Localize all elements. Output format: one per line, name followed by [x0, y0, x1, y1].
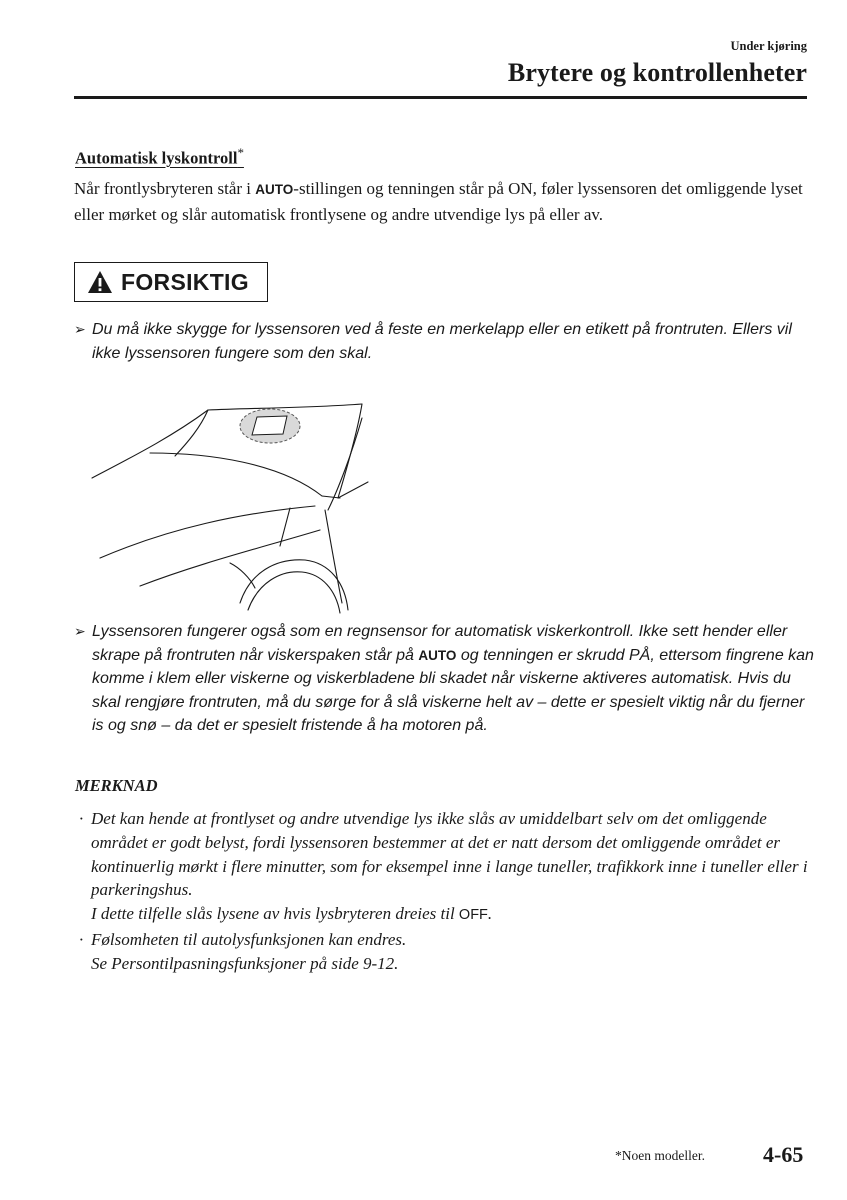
caution-bullet-2 [74, 620, 814, 738]
subsection-heading [75, 145, 244, 169]
note-item-1-text: Det kan hende at frontlyset og andre utvendige lys ikke slås av umiddelbart selv om det omliggende området er godt belyst, fordi lyssensoren bestemmer at det er natt dersom det omliggende området er kontinuerlig mørkt i flere minutter, som for eksempel inne i lange tuneller, trafikkork inne i tuneller eller i parkeringshus. [91, 809, 808, 900]
caution-label: FORSIKTIG [121, 268, 249, 295]
arrow-bullet-icon: ➢ [74, 623, 86, 639]
page-number: 4-65 [763, 1142, 804, 1167]
windshield-light-sensor-illustration [90, 398, 370, 618]
auto-keyword: AUTO [418, 647, 457, 663]
intro-text-1: Når frontlysbryteren står i [74, 179, 256, 198]
note-item-1-extra: I dette tilfelle slås lysene av hvis lysbryteren dreies til [91, 904, 459, 924]
note-item-2 [75, 928, 815, 976]
footnote-marker: * [237, 145, 244, 160]
note-list [75, 807, 815, 976]
note-item-1 [75, 807, 815, 928]
caution-bullet-2-text [74, 620, 814, 738]
intro-paragraph [74, 177, 814, 227]
note-bullet: · [79, 809, 84, 828]
intro-text-2: -stillingen og tenningen står på ON, føler lyssensoren det omliggende lyset eller mørket og slår automatisk frontlysene og andre utvendige lys på eller av. [74, 179, 803, 224]
caution-bullet-1-text: Du må ikke skygge for lyssensoren ved å feste en merkelapp eller en etikett på frontruten. Ellers vil ikke lyssensoren fungere som den skal. [92, 321, 792, 362]
footnote: *Noen modeller. [615, 1148, 705, 1163]
note-heading: MERKNAD [75, 776, 158, 795]
caution-bullet-1 [74, 318, 814, 365]
note-item-2-line-1: Følsomheten til autolysfunksjonen kan endres. [91, 929, 407, 949]
title-rule [74, 96, 807, 99]
bullet-2-text-2: og tenningen er skrudd PÅ, ettersom fingrene kan komme i klem eller viskerne og viskerbladene bli skadet når viskerne aktiveres automatisk. Hvis du skal rengjøre frontruten, må du sørge for å slå viskerne helt av – dette er spesielt viktig når du fjerner is og snø – da det er spesielt fristende å ha motoren på. [92, 646, 814, 734]
note-item-2-line-2: Se Persontilpasningsfunksjoner på side 9-12. [91, 953, 399, 973]
page-title: Brytere og kontrollenheter [507, 58, 807, 87]
arrow-bullet-icon: ➢ [74, 321, 86, 337]
note-item-1-end: . [487, 904, 493, 924]
caution-box [74, 262, 268, 302]
warning-triangle-icon [87, 270, 113, 294]
running-section-label: Under kjøring [730, 39, 807, 53]
subsection-title: Automatisk lyskontroll [75, 148, 238, 168]
note-bullet: · [79, 929, 84, 949]
off-keyword: OFF [458, 907, 488, 924]
bullet-2-text-1: Lyssensoren fungerer også som en regnsensor for automatisk viskerkontroll. Ikke sett hender eller skrape på frontruten når viskerspaken står på [92, 623, 788, 664]
auto-keyword: AUTO [255, 182, 294, 197]
